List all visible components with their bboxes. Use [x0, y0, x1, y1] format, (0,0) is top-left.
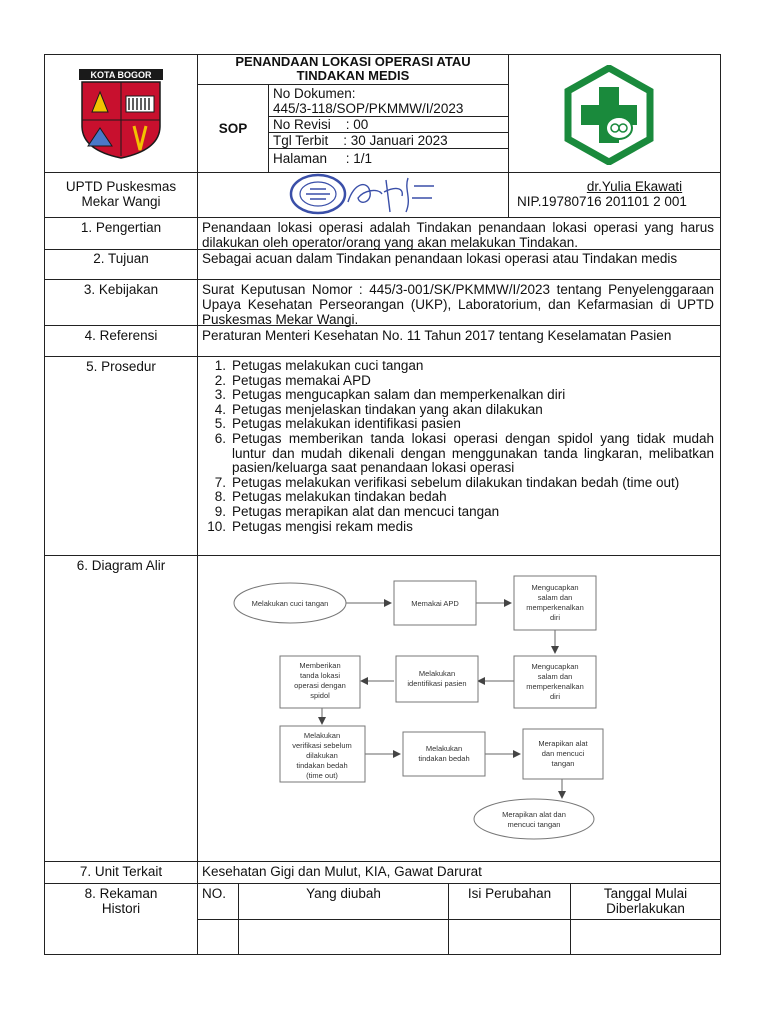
svg-text:identifikasi pasien: identifikasi pasien: [407, 679, 467, 688]
procedure-step: 2. Petugas memakai APD: [214, 372, 371, 388]
procedure-step: 3. Petugas mengucapkan salam dan memperkenalkan diri: [214, 387, 566, 403]
section-label-referensi: 4. Referensi: [84, 328, 158, 343]
history-col-content: Isi Perubahan: [467, 886, 552, 901]
history-col-date-line2: Diberlakukan: [606, 901, 685, 916]
svg-text:(time out): (time out): [306, 771, 338, 780]
svg-text:tanda lokasi: tanda lokasi: [299, 671, 341, 680]
svg-text:KOTA BOGOR: KOTA BOGOR: [90, 70, 152, 80]
svg-text:Melakukan: Melakukan: [303, 731, 341, 740]
history-col-changed: Yang diubah: [306, 886, 381, 901]
svg-text:diri: diri: [549, 613, 561, 622]
signature: [342, 172, 442, 216]
svg-text:Mengucapkan: Mengucapkan: [531, 583, 579, 592]
revision-number: No Revisi : 00: [273, 117, 369, 132]
procedure-step: 8. Petugas melakukan tindakan bedah: [214, 489, 447, 505]
svg-text:mencuci tangan: mencuci tangan: [507, 820, 561, 829]
signer-nip: NIP.19780716 201101 2 001: [517, 194, 687, 209]
svg-text:diri: diri: [549, 692, 561, 701]
svg-text:salam dan: salam dan: [537, 672, 573, 681]
svg-text:operasi dengan: operasi dengan: [294, 681, 346, 690]
svg-text:tangan: tangan: [551, 759, 575, 768]
procedure-step: 1. Petugas melakukan cuci tangan: [214, 358, 424, 373]
history-col-no: NO.: [202, 886, 227, 901]
procedure-list: [202, 359, 714, 534]
flow-apd-label: Memakai APD: [411, 599, 459, 608]
official-stamp: [288, 172, 348, 216]
history-col-date-line1: Tanggal Mulai: [603, 886, 688, 901]
page-number: Halaman : 1/1: [273, 151, 373, 166]
kota-bogor-logo: [78, 68, 164, 160]
section-label-rekaman-line1: 8. Rekaman: [84, 886, 158, 901]
procedure-step: 9. Petugas merapikan alat dan mencuci tangan: [214, 503, 500, 519]
procedure-step: 6. Petugas memberikan tanda lokasi operasi dengan spidol yang tidak mudah luntur dan mudah dikenali dengan menggunakan tanda lingkaran, melibatkan pasien/keluarga saat penandaan lokasi operasi: [214, 430, 714, 476]
section-label-pengertian: 1. Pengertian: [80, 220, 162, 235]
procedure-step: 5. Petugas melakukan identifikasi pasien: [214, 416, 461, 432]
flow-diagram: [198, 556, 720, 861]
section-text-unit-terkait: Kesehatan Gigi dan Mulut, KIA, Gawat Darurat: [202, 864, 482, 879]
svg-text:Mengucapkan: Mengucapkan: [531, 662, 579, 671]
doc-number-value: 445/3-118/SOP/PKMMW/I/2023: [273, 101, 464, 116]
section-text-referensi: Peraturan Menteri Kesehatan No. 11 Tahun 2017 tentang Keselamatan Pasien: [202, 328, 672, 343]
svg-text:Merapikan alat dan: Merapikan alat dan: [502, 810, 566, 819]
svg-text:Memberikan: Memberikan: [299, 661, 341, 670]
svg-text:memperkenalkan: memperkenalkan: [526, 603, 584, 612]
svg-text:Merapikan alat: Merapikan alat: [538, 739, 588, 748]
doc-number-label: No Dokumen:: [273, 86, 356, 101]
svg-text:tindakan bedah: tindakan bedah: [418, 754, 470, 763]
sop-label: SOP: [218, 121, 248, 136]
unit-name-line2: Mekar Wangi: [81, 194, 161, 209]
puskesmas-logo: [559, 65, 659, 165]
section-text-tujuan: Sebagai acuan dalam Tindakan penandaan lokasi operasi atau Tindakan medis: [202, 251, 678, 266]
svg-text:spidol: spidol: [310, 691, 330, 700]
section-label-unit-terkait: 7. Unit Terkait: [79, 864, 163, 879]
svg-text:dilakukan: dilakukan: [306, 751, 338, 760]
doc-title-line1: PENANDAAN LOKASI OPERASI ATAU: [235, 54, 471, 69]
signer-name: dr.Yulia Ekawati: [586, 179, 683, 194]
flow-start-label: Melakukan cuci tangan: [251, 599, 329, 608]
flow-end-node: [474, 799, 594, 839]
svg-text:verifikasi sebelum: verifikasi sebelum: [292, 741, 352, 750]
svg-text:salam dan: salam dan: [537, 593, 573, 602]
procedure-step: 7. Petugas melakukan verifikasi sebelum dilakukan tindakan bedah (time out): [214, 474, 680, 490]
section-text-pengertian: Penandaan lokasi operasi adalah Tindakan penandaan lokasi operasi yang harus dilakukan oleh operator/orang yang akan melakukan Tindakan.: [202, 220, 714, 250]
procedure-step: 4. Petugas menjelaskan tindakan yang akan dilakukan: [214, 401, 543, 417]
section-label-diagram: 6. Diagram Alir: [76, 558, 166, 573]
svg-text:Melakukan: Melakukan: [425, 744, 463, 753]
doc-title-line2: TINDAKAN MEDIS: [296, 68, 410, 83]
section-label-kebijakan: 3. Kebijakan: [83, 282, 159, 297]
svg-text:memperkenalkan: memperkenalkan: [526, 682, 584, 691]
issue-date: Tgl Terbit : 30 Januari 2023: [273, 133, 448, 148]
section-label-prosedur: 5. Prosedur: [86, 359, 156, 374]
unit-name-line1: UPTD Puskesmas: [65, 179, 177, 194]
svg-text:Melakukan: Melakukan: [418, 669, 456, 678]
svg-text:dan mencuci: dan mencuci: [541, 749, 585, 758]
section-label-tujuan: 2. Tujuan: [93, 251, 149, 266]
procedure-step: 10. Petugas mengisi rekam medis: [207, 518, 413, 534]
section-text-kebijakan: Surat Keputusan Nomor : 445/3-001/SK/PKMMW/I/2023 tentang Penyelenggaraan Upaya Kesehatan Perseorangan (UKP), Laboratorium, dan Kefarmasian di UPTD Puskesmas Mekar Wangi.: [202, 282, 714, 327]
section-label-rekaman-line2: Histori: [101, 901, 141, 916]
svg-text:tindakan bedah: tindakan bedah: [296, 761, 348, 770]
